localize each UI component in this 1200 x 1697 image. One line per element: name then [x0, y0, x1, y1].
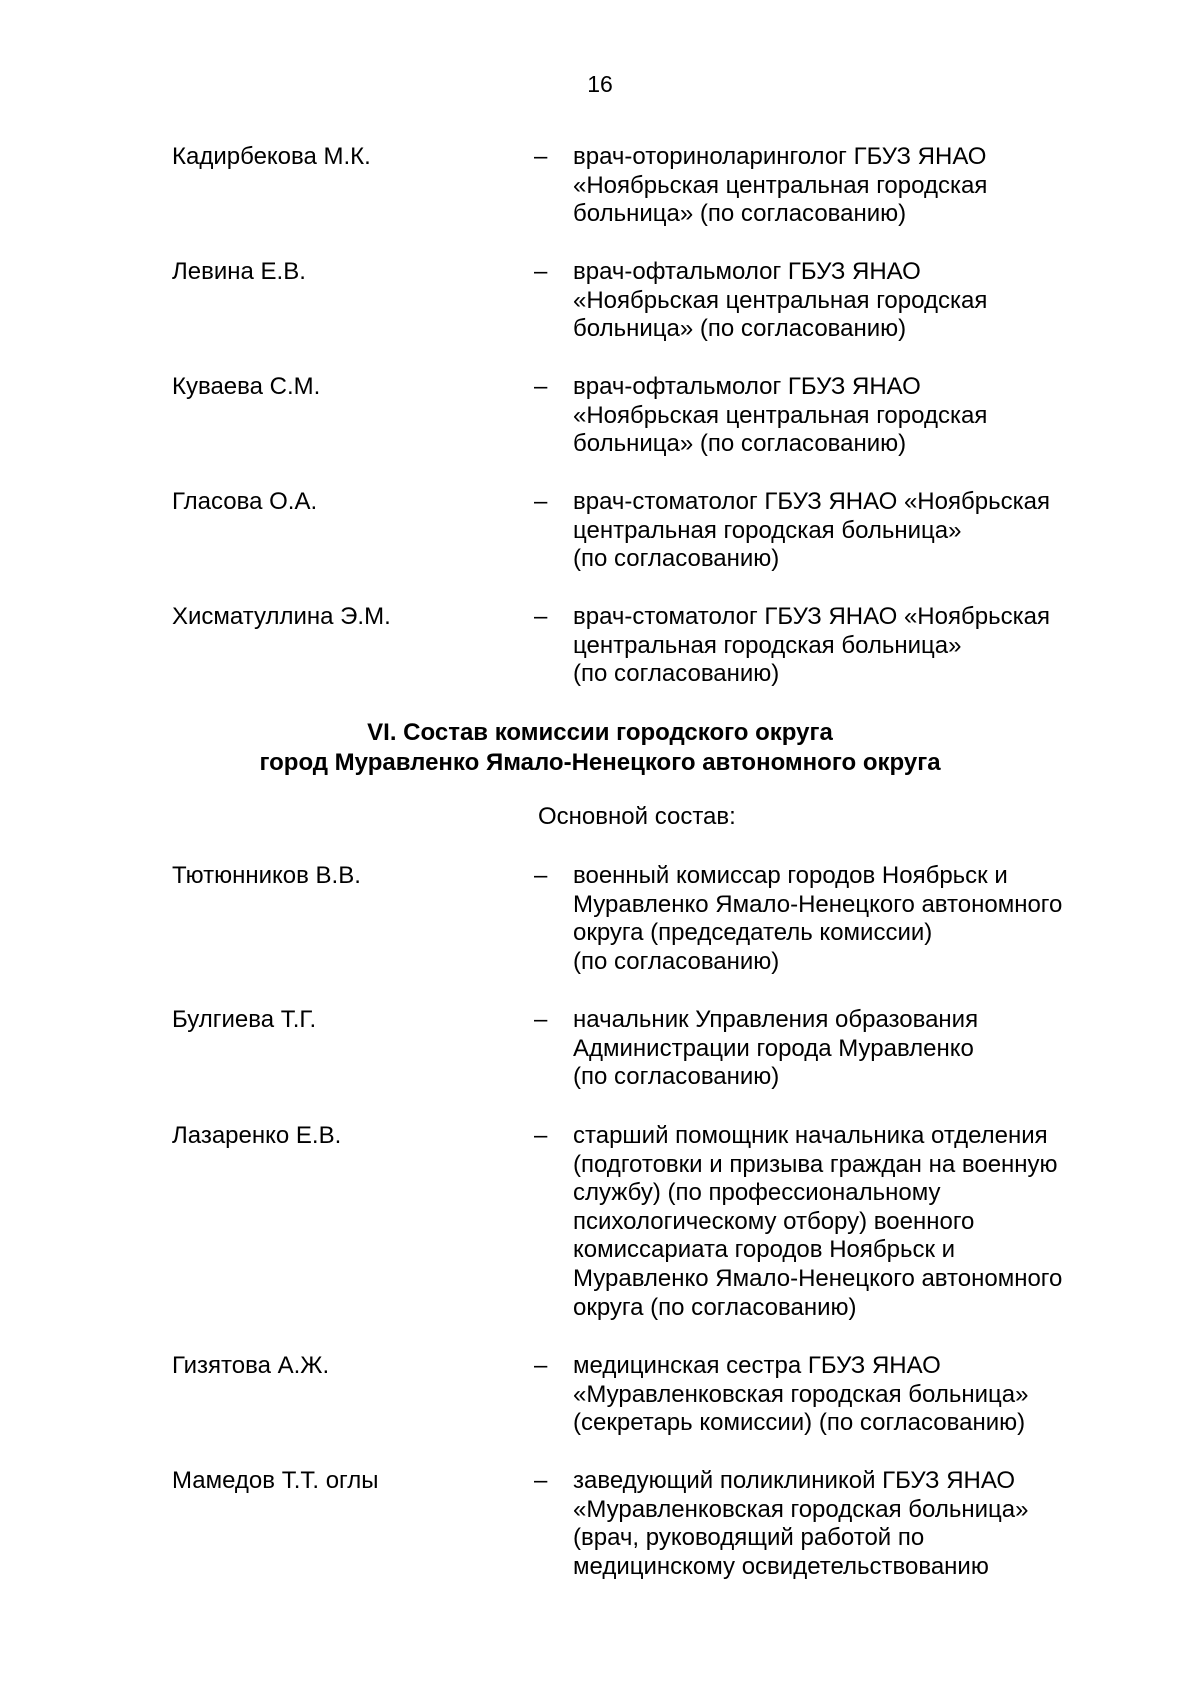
position-line: больница» (по согласованию) — [573, 315, 907, 343]
position-line: «Муравленковская городская больница» — [573, 1495, 1029, 1523]
dash-separator: – — [534, 1006, 548, 1033]
section-heading — [0, 718, 1200, 778]
member-position — [573, 1467, 1133, 1581]
section-subheading: Основной состав: — [538, 803, 736, 830]
member-name: Мамедов Т.Т. оглы — [172, 1467, 379, 1494]
position-line: округа (председатель комиссии) — [573, 919, 933, 947]
section-heading-line: город Муравленко Ямало-Ненецкого автономного округа — [259, 749, 941, 776]
member-name: Тютюнников В.В. — [172, 862, 361, 889]
member-position — [573, 258, 1133, 344]
position-line: (подготовки и призыва граждан на военную — [573, 1150, 1058, 1178]
dash-separator: – — [534, 862, 548, 889]
member-position — [573, 1006, 1133, 1092]
dash-separator: – — [534, 603, 548, 630]
member-name: Куваева С.М. — [172, 373, 321, 400]
member-position — [573, 862, 1133, 976]
dash-separator: – — [534, 373, 548, 400]
position-line: (по согласованию) — [573, 545, 780, 573]
position-line: (по согласованию) — [573, 660, 780, 688]
position-line: (секретарь комиссии) (по согласованию) — [573, 1409, 1026, 1437]
dash-separator: – — [534, 258, 548, 285]
position-line: врач-оториноларинголог ГБУЗ ЯНАО — [573, 143, 987, 170]
position-line: центральная городская больница» — [573, 631, 962, 659]
position-line: «Муравленковская городская больница» — [573, 1380, 1029, 1408]
member-name: Кадирбекова М.К. — [172, 143, 371, 170]
position-line: округа (по согласованию) — [573, 1293, 857, 1321]
member-name: Гизятова А.Ж. — [172, 1352, 330, 1379]
member-position — [573, 143, 1133, 229]
position-line: больница» (по согласованию) — [573, 430, 907, 458]
position-line: начальник Управления образования — [573, 1006, 979, 1033]
position-line: больница» (по согласованию) — [573, 200, 907, 228]
member-position — [573, 603, 1133, 689]
page-number: 16 — [587, 71, 613, 97]
position-line: врач-офтальмолог ГБУЗ ЯНАО — [573, 373, 921, 400]
position-line: врач-стоматолог ГБУЗ ЯНАО «Ноябрьская — [573, 603, 1050, 630]
position-line: старший помощник начальника отделения — [573, 1122, 1048, 1149]
position-line: психологическому отбору) военного — [573, 1207, 975, 1235]
member-position — [573, 373, 1133, 459]
position-line: военный комиссар городов Ноябрьск и — [573, 862, 1008, 889]
position-line: (по согласованию) — [573, 1063, 780, 1091]
member-position — [573, 488, 1133, 574]
position-line: медицинская сестра ГБУЗ ЯНАО — [573, 1352, 941, 1379]
position-line: (врач, руководящий работой по — [573, 1524, 925, 1552]
position-line: врач-офтальмолог ГБУЗ ЯНАО — [573, 258, 921, 285]
position-line: Муравленко Ямало-Ненецкого автономного — [573, 890, 1063, 918]
position-line: «Ноябрьская центральная городская — [573, 286, 988, 314]
dash-separator: – — [534, 1122, 548, 1149]
position-line: центральная городская больница» — [573, 516, 962, 544]
position-line: медицинскому освидетельствованию — [573, 1552, 989, 1580]
position-line: врач-стоматолог ГБУЗ ЯНАО «Ноябрьская — [573, 488, 1050, 515]
member-name: Левина Е.В. — [172, 258, 306, 285]
position-line: комиссариата городов Ноябрьск и — [573, 1236, 956, 1264]
position-line: (по согласованию) — [573, 947, 780, 975]
member-name: Хисматуллина Э.М. — [172, 603, 391, 630]
position-line: заведующий поликлиникой ГБУЗ ЯНАО — [573, 1467, 1016, 1494]
dash-separator: – — [534, 1352, 548, 1379]
position-line: «Ноябрьская центральная городская — [573, 171, 988, 199]
member-name: Гласова О.А. — [172, 488, 318, 515]
position-line: «Ноябрьская центральная городская — [573, 401, 988, 429]
member-position — [573, 1352, 1133, 1438]
member-name: Булгиева Т.Г. — [172, 1006, 317, 1033]
dash-separator: – — [534, 143, 548, 170]
member-position — [573, 1122, 1133, 1322]
section-heading-line: VI. Состав комиссии городского округа — [367, 719, 833, 746]
member-name: Лазаренко Е.В. — [172, 1122, 342, 1149]
dash-separator: – — [534, 488, 548, 515]
position-line: Муравленко Ямало-Ненецкого автономного — [573, 1264, 1063, 1292]
position-line: службу) (по профессиональному — [573, 1179, 941, 1207]
position-line: Администрации города Муравленко — [573, 1034, 974, 1062]
dash-separator: – — [534, 1467, 548, 1494]
